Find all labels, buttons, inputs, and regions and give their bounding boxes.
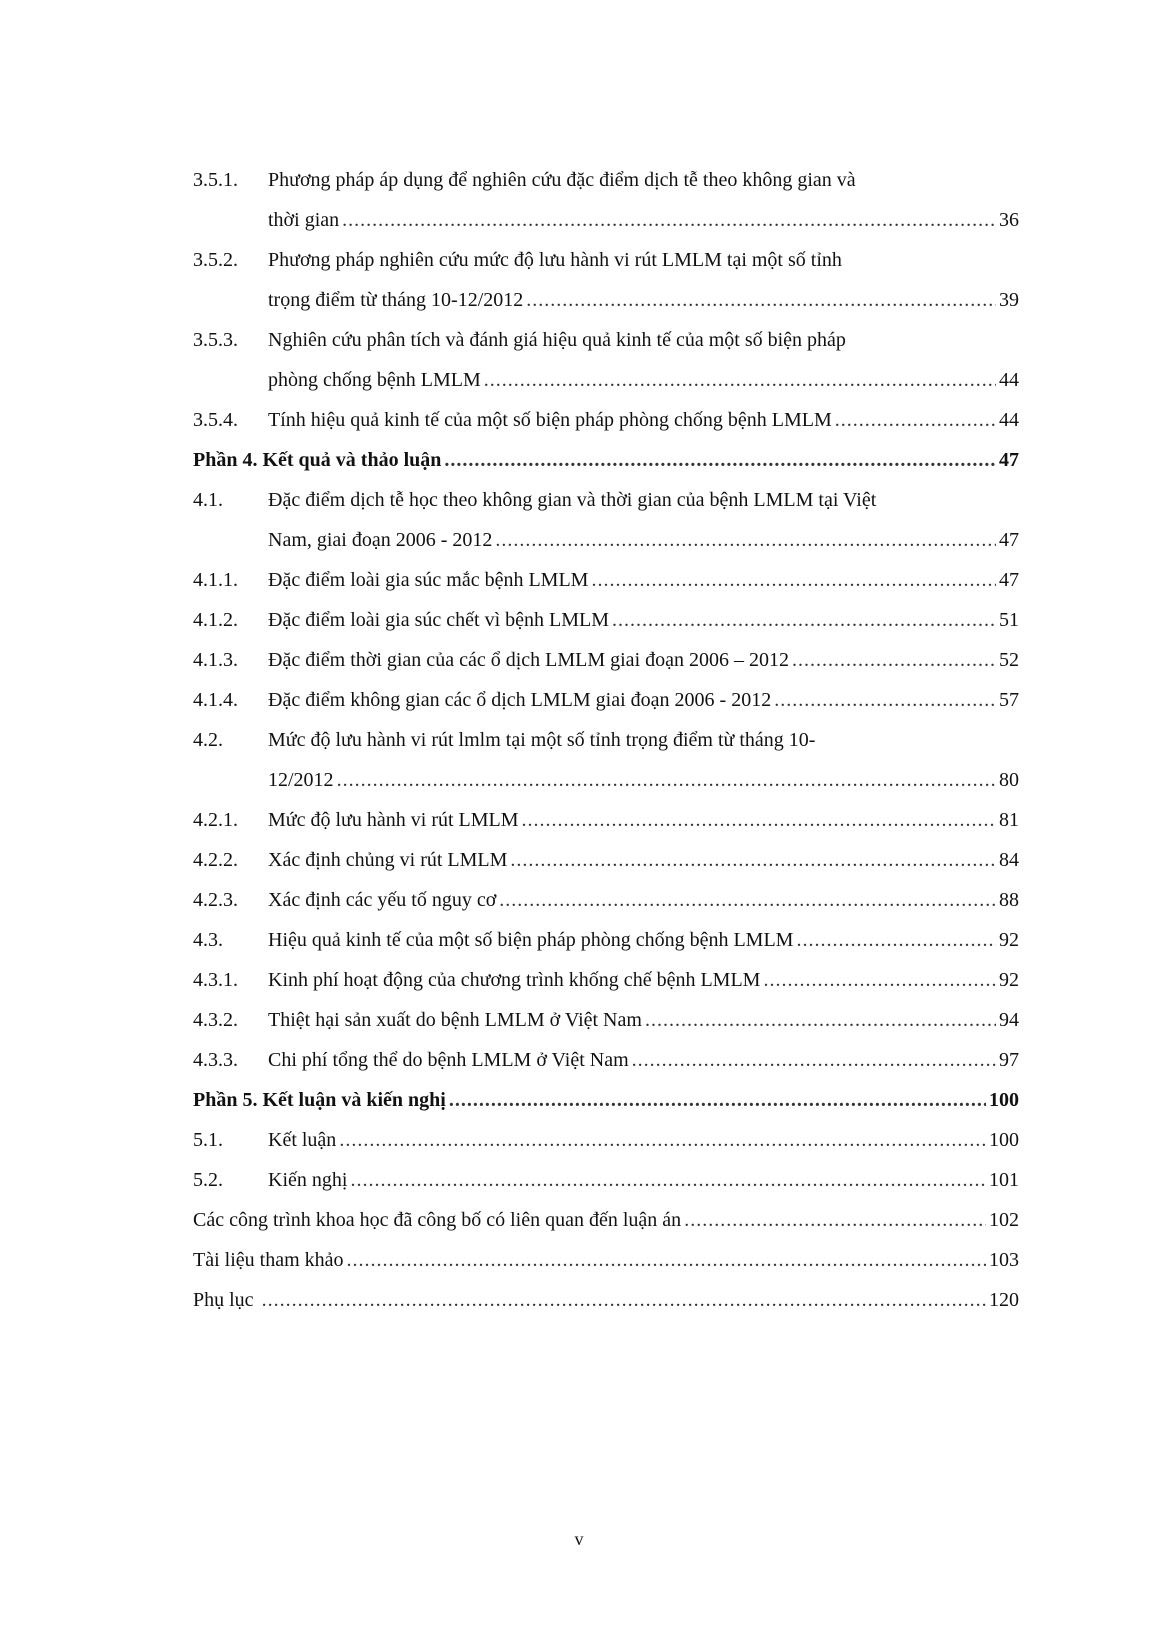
toc-entry-title: Chi phí tổng thể do bệnh LMLM ở Việt Nam <box>268 1049 629 1071</box>
toc-entry-number: 4.1.2. <box>193 609 238 631</box>
dot-leader <box>444 440 996 480</box>
toc-entry-page: 94 <box>999 1009 1019 1031</box>
dot-leader <box>835 400 996 440</box>
toc-entry-title: Đặc điểm dịch tễ học theo không gian và thời gian của bệnh LMLM tại Việt <box>268 489 877 511</box>
toc-entry-number: 4.1.4. <box>193 689 238 711</box>
dot-leader <box>342 200 996 240</box>
dot-leader <box>645 1000 996 1040</box>
toc-entry[interactable] <box>193 1200 1019 1240</box>
page-number-footer: v <box>574 1529 584 1549</box>
dot-leader <box>632 1040 996 1080</box>
toc-entry-page: 39 <box>999 289 1019 311</box>
toc-entry-title: Đặc điểm loài gia súc chết vì bệnh LMLM <box>268 609 610 631</box>
dot-leader <box>612 600 996 640</box>
toc-entry-page: 51 <box>999 609 1019 631</box>
toc-entry-title: Nghiên cứu phân tích và đánh giá hiệu quả kinh tế của một số biện pháp <box>268 329 846 351</box>
dot-leader <box>591 560 996 600</box>
toc-entry[interactable] <box>193 1160 1019 1200</box>
toc-entry-number: 3.5.1. <box>193 169 238 191</box>
dot-leader <box>684 1200 986 1240</box>
toc-entry-page: 92 <box>999 929 1019 951</box>
toc-entry[interactable] <box>193 560 1019 600</box>
toc-entry-title: Tính hiệu quả kinh tế của một số biện pháp phòng chống bệnh LMLM <box>268 409 832 431</box>
toc-entry-page: 92 <box>999 969 1019 991</box>
toc-entry-page: 100 <box>989 1129 1019 1151</box>
toc-entry-page: 47 <box>999 449 1019 471</box>
dot-leader <box>484 360 996 400</box>
toc-entry-title-cont: 12/2012 <box>268 769 334 791</box>
toc-entry-number: 5.2. <box>193 1169 223 1191</box>
toc-entry-number: 4.2.3. <box>193 889 238 911</box>
toc-entry[interactable] <box>193 1040 1019 1080</box>
toc-entry-title: Phụ lục <box>193 1289 259 1311</box>
toc-part-title: Phần 5. Kết luận và kiến nghị <box>193 1089 446 1111</box>
toc-entry-title: Mức độ lưu hành vi rút lmlm tại một số tỉnh trọng điểm từ tháng 10- <box>268 729 816 751</box>
dot-leader <box>774 680 996 720</box>
toc-entry-page: 84 <box>999 849 1019 871</box>
toc-entry-title: Thiệt hại sản xuất do bệnh LMLM ở Việt Nam <box>268 1009 642 1031</box>
toc-entry-page: 81 <box>999 809 1019 831</box>
toc-entry-number: 3.5.4. <box>193 409 238 431</box>
toc-entry[interactable] <box>193 640 1019 680</box>
toc-entry[interactable] <box>193 680 1019 720</box>
toc-entry-page: 52 <box>999 649 1019 671</box>
toc-entry-page: 88 <box>999 889 1019 911</box>
toc-entry-page: 102 <box>989 1209 1019 1231</box>
toc-entry[interactable] <box>193 1240 1019 1280</box>
toc-entry[interactable] <box>193 400 1019 440</box>
dot-leader <box>337 760 996 800</box>
toc-entry-title-cont: phòng chống bệnh LMLM <box>268 369 481 391</box>
dot-leader <box>792 640 996 680</box>
toc-entry-title-cont: trọng điểm từ tháng 10-12/2012 <box>268 289 524 311</box>
toc-part-entry[interactable] <box>193 440 1019 480</box>
toc-entry-number: 5.1. <box>193 1129 223 1151</box>
toc-entry[interactable] <box>193 480 1019 560</box>
toc-entry[interactable] <box>193 600 1019 640</box>
dot-leader <box>763 960 996 1000</box>
toc-entry-title: Phương pháp áp dụng để nghiên cứu đặc điểm dịch tễ theo không gian và <box>268 169 856 191</box>
toc-entry[interactable] <box>193 800 1019 840</box>
toc-entry-number: 4.3.2. <box>193 1009 238 1031</box>
toc-entry-title: Đặc điểm không gian các ổ dịch LMLM giai đoạn 2006 - 2012 <box>268 689 772 711</box>
toc-entry-title: Xác định chủng vi rút LMLM <box>268 849 508 871</box>
dot-leader <box>495 520 996 560</box>
dot-leader <box>526 280 996 320</box>
toc-entry[interactable] <box>193 160 1019 240</box>
dot-leader <box>499 880 996 920</box>
toc-entry-page: 47 <box>999 529 1019 551</box>
toc-entry-number: 4.2. <box>193 729 223 751</box>
toc-entry[interactable] <box>193 240 1019 320</box>
toc-entry-number: 4.2.2. <box>193 849 238 871</box>
toc-entry-number: 3.5.2. <box>193 249 238 271</box>
dot-leader <box>510 840 996 880</box>
toc-entry-page: 100 <box>989 1089 1019 1111</box>
toc-entry-number: 3.5.3. <box>193 329 238 351</box>
dot-leader <box>350 1160 986 1200</box>
toc-entry-number: 4.1.1. <box>193 569 238 591</box>
toc-entry[interactable] <box>193 1120 1019 1160</box>
toc-entry-page: 101 <box>989 1169 1019 1191</box>
toc-entry-title: Đặc điểm thời gian của các ổ dịch LMLM giai đoạn 2006 – 2012 <box>268 649 789 671</box>
toc-entry-number: 4.1. <box>193 489 223 511</box>
toc-entry-title: Mức độ lưu hành vi rút LMLM <box>268 809 519 831</box>
toc-entry-title: Hiệu quả kinh tế của một số biện pháp phòng chống bệnh LMLM <box>268 929 794 951</box>
dot-leader <box>339 1120 986 1160</box>
dot-leader <box>262 1280 986 1320</box>
toc-entry-title: Phương pháp nghiên cứu mức độ lưu hành vi rút LMLM tại một số tỉnh <box>268 249 842 271</box>
toc-entry-title: Xác định các yếu tố nguy cơ <box>268 889 497 911</box>
toc-entry-page: 97 <box>999 1049 1019 1071</box>
toc-entry-page: 103 <box>989 1249 1019 1271</box>
toc-entry-number: 4.3.3. <box>193 1049 238 1071</box>
toc-entry-page: 57 <box>999 689 1019 711</box>
toc-entry-number: 4.2.1. <box>193 809 238 831</box>
toc-entry-title: Tài liệu tham khảo <box>193 1249 344 1271</box>
toc-entry[interactable] <box>193 880 1019 920</box>
toc-entry-title: Kết luận <box>268 1129 337 1151</box>
toc-entry-number: 4.1.3. <box>193 649 238 671</box>
toc-part-entry[interactable] <box>193 1080 1019 1120</box>
toc-entry[interactable] <box>193 320 1019 400</box>
toc-entry-number: 4.3.1. <box>193 969 238 991</box>
toc-entry[interactable] <box>193 960 1019 1000</box>
dot-leader <box>522 800 996 840</box>
dot-leader <box>449 1080 986 1120</box>
toc-entry-page: 36 <box>999 209 1019 231</box>
toc-entry-title: Kinh phí hoạt động của chương trình khống chế bệnh LMLM <box>268 969 761 991</box>
toc-entry-title: Đặc điểm loài gia súc mắc bệnh LMLM <box>268 569 589 591</box>
toc-entry-title-cont: thời gian <box>268 209 340 231</box>
toc-entry-number: 4.3. <box>193 929 223 951</box>
dot-leader <box>796 920 996 960</box>
toc-part-title: Phần 4. Kết quả và thảo luận <box>193 449 442 471</box>
dot-leader <box>347 1240 986 1280</box>
toc-entry-page: 44 <box>999 409 1019 431</box>
table-of-contents <box>193 160 1019 1320</box>
toc-entry[interactable] <box>193 920 1019 960</box>
toc-entry-page: 80 <box>999 769 1019 791</box>
toc-entry-title: Kiến nghị <box>268 1169 348 1191</box>
toc-entry-page: 120 <box>989 1289 1019 1311</box>
toc-entry-title-cont: Nam, giai đoạn 2006 - 2012 <box>268 529 493 551</box>
toc-entry[interactable] <box>193 1280 1019 1320</box>
toc-entry[interactable] <box>193 720 1019 800</box>
toc-entry-page: 47 <box>999 569 1019 591</box>
toc-entry[interactable] <box>193 1000 1019 1040</box>
toc-entry-title: Các công trình khoa học đã công bố có liên quan đến luận án <box>193 1209 682 1231</box>
toc-entry[interactable] <box>193 840 1019 880</box>
toc-entry-page: 44 <box>999 369 1019 391</box>
